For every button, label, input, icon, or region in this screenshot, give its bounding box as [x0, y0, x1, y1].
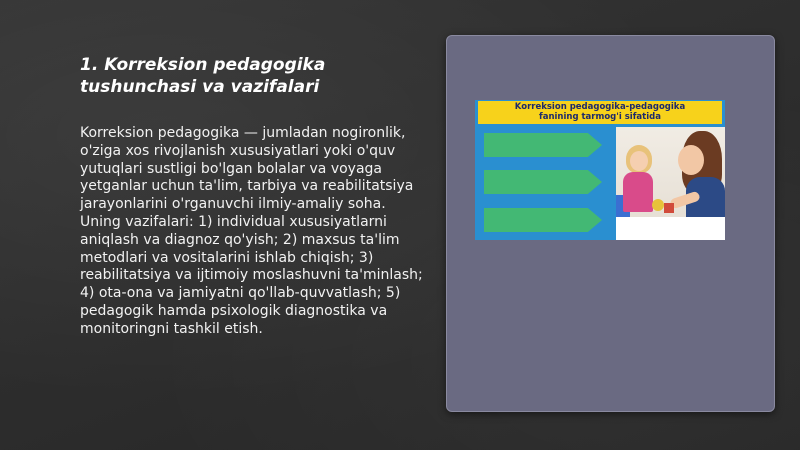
illustration-figure [475, 100, 725, 240]
teacher-child-photo [616, 127, 725, 240]
arrow-icon [484, 133, 602, 157]
figure-banner [478, 101, 722, 124]
child-shirt [623, 172, 653, 212]
table-surface [616, 217, 725, 240]
slide-title: 1. Korreksion pedagogika tushunchasi va vazifalari [80, 55, 326, 97]
figure-banner-line2: fanining tarmog'i sifatida [539, 112, 661, 122]
arrow-icon [484, 170, 602, 194]
child-face [630, 151, 648, 171]
teacher-face [678, 145, 704, 175]
toy-cube [664, 203, 674, 213]
arrow-icon [484, 208, 602, 232]
figure-banner-line1: Korreksion pedagogika-pedagogika [514, 102, 686, 112]
slide-body-text: Korreksion pedagogika — jumladan nogironlik, o'ziga xos rivojlanish xususiyatlari yoki o'quv yutuqlari sustligi bo'lgan bolalar va voyaga yetganlar uchun ta'lim, tarbiya va reabilitatsiya jarayonlarini o'rganuvchi ilmiy-amaliy soha. Uning vazifalari: 1) individual xususiyatlarni aniqlash va diagnoz qo'yish; 2) maxsus ta'lim metodlari va vositalarini ishlab chiqish; 3) reabilitatsiya va ijtimoiy moslashuvni ta'minlash; 4) ota-ona va jamiyatni qo'llab-quvvatlash; 5) pedagogik hamda psixologik diagnostika va monitoringni tashkil etish. [80, 125, 423, 337]
toy-ball [652, 199, 664, 211]
